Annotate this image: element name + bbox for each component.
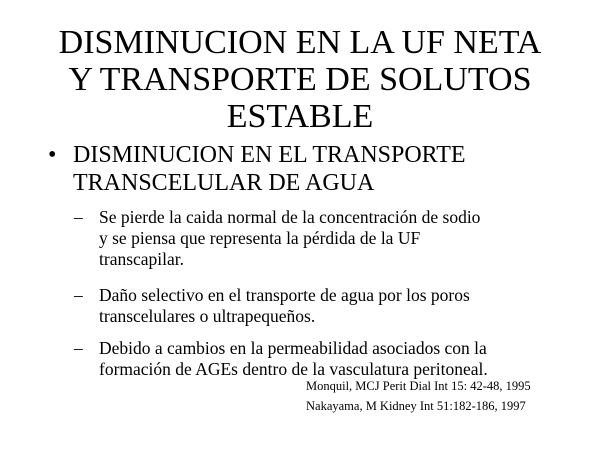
sub-bullet-marker: – — [74, 207, 83, 227]
sub-bullet-line: y se piensa que representa la pérdida de la UF — [99, 228, 421, 248]
sub-bullet-text — [99, 207, 559, 270]
slide-title — [20, 24, 580, 135]
sub-bullet-line: formación de AGEs dentro de la vasculatura peritoneal. — [99, 359, 488, 379]
references — [306, 376, 596, 416]
sub-bullet-line: transcapilar. — [99, 249, 185, 269]
sub-bullet-marker: – — [74, 285, 83, 305]
main-bullet-text — [73, 141, 563, 197]
sub-bullet-line: Se pierde la caida normal de la concentración de sodio — [99, 207, 481, 227]
reference-item: Nakayama, M Kidney Int 51:182-186, 1997 — [306, 399, 526, 413]
sub-bullet-text — [99, 338, 559, 380]
bullet-line: TRANSCELULAR DE AGUA — [73, 170, 375, 196]
sub-bullet-line: Debido a cambios en la permeabilidad asociados con la — [99, 338, 487, 358]
sub-bullet-marker: – — [74, 338, 83, 358]
title-line: DISMINUCION EN LA UF NETA — [58, 24, 542, 61]
bullet-marker: • — [48, 142, 57, 168]
title-line: Y TRANSPORTE DE SOLUTOS — [68, 61, 532, 98]
bullet-line: DISMINUCION EN EL TRANSPORTE — [73, 142, 466, 168]
title-line: ESTABLE — [226, 98, 374, 135]
reference-item: Monquil, MCJ Perit Dial Int 15: 42-48, 1995 — [306, 379, 531, 393]
sub-bullet-line: transcelulares o ultrapequeños. — [99, 306, 316, 326]
sub-bullet-line: Daño selectivo en el transporte de agua por los poros — [99, 285, 470, 305]
sub-bullet-text — [99, 285, 559, 327]
